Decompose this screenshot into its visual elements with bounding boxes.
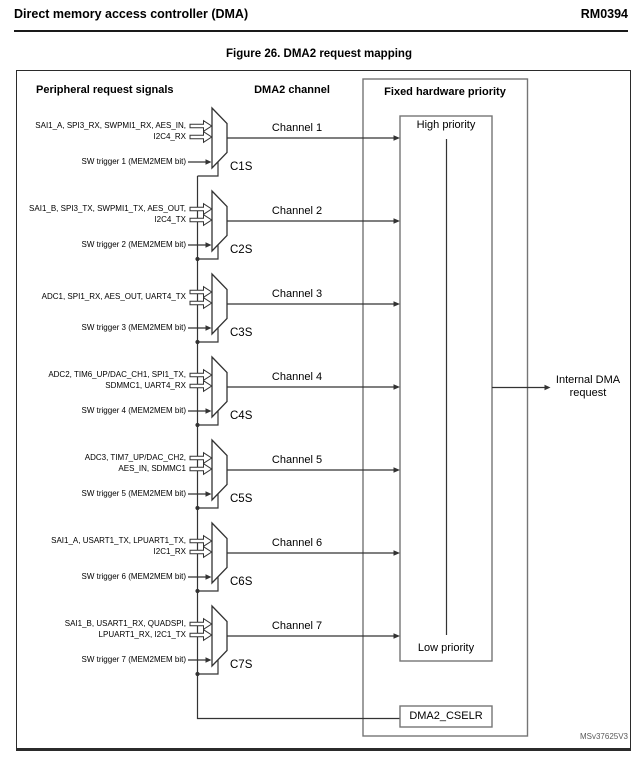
channel-3-mux	[212, 274, 227, 334]
channel-2-request-signals-line2: I2C4_TX	[154, 215, 186, 224]
channel-3-select-label: C3S	[230, 327, 253, 339]
page-title: Direct memory access controller (DMA)	[14, 7, 249, 21]
channel-6-mux	[212, 523, 227, 583]
channel-5-request-signals: ADC3, TIM7_UP/DAC_CH2,	[84, 453, 186, 462]
fixed-priority-outer-box	[363, 79, 528, 736]
channel-6-select-label: C6S	[230, 576, 253, 588]
channel-5-request-signals-line2: AES_IN, SDMMC1	[118, 464, 186, 473]
channel-1-request-arrows	[190, 121, 212, 143]
cselr-box-label: DMA2_CSELR	[409, 710, 483, 722]
channel-7-request-signals-line2: LPUART1_RX, I2C1_TX	[98, 630, 186, 639]
channel-7-request-signals: SAI1_B, USART1_RX, QUADSPI,	[64, 619, 186, 628]
channel-6-graphics	[188, 523, 400, 593]
channel-7-sw-trigger-label: SW trigger 7 (MEM2MEM bit)	[81, 655, 186, 664]
channel-3-sw-trigger-label: SW trigger 3 (MEM2MEM bit)	[81, 323, 186, 332]
internal-dma-request-line2: request	[569, 386, 607, 399]
internal-dma-request-label	[550, 374, 626, 399]
channel-3-graphics	[188, 274, 400, 344]
channel-1-sw-trigger-label: SW trigger 1 (MEM2MEM bit)	[81, 157, 186, 166]
channel-3-label: Channel 3	[271, 288, 323, 300]
internal-dma-request-line1: Internal DMA	[555, 374, 621, 386]
channel-3-request-signals: ADC1, SPI1_RX, AES_OUT, UART4_TX	[41, 292, 186, 301]
channel-7-request-arrows	[190, 619, 212, 641]
channel-4-sw-trigger-label: SW trigger 4 (MEM2MEM bit)	[81, 406, 186, 415]
channel-5-sw-trigger-label: SW trigger 5 (MEM2MEM bit)	[81, 489, 186, 498]
channel-5-request-arrows	[190, 453, 212, 475]
figure-watermark: MSv37625V3	[579, 732, 628, 741]
doc-number: RM0394	[580, 7, 628, 21]
column-header-peripheral-requests: Peripheral request signals	[36, 84, 174, 96]
channel-1-graphics	[188, 108, 400, 176]
cselr-select-bus	[198, 176, 401, 719]
channel-2-select-label: C2S	[230, 244, 253, 256]
channel-2-mux	[212, 191, 227, 251]
channel-3-request-arrows	[190, 287, 212, 309]
channel-2-request-signals: SAI1_B, SPI3_TX, SWPMI1_TX, AES_OUT,	[29, 204, 186, 213]
channel-7-mux	[212, 606, 227, 666]
channel-2-bus-junction-dot	[195, 257, 199, 261]
channel-4-graphics	[188, 357, 400, 427]
channel-6-sw-trigger-label: SW trigger 6 (MEM2MEM bit)	[81, 572, 186, 581]
channel-6-bus-junction-dot	[195, 589, 199, 593]
channel-5-label: Channel 5	[271, 454, 323, 466]
channel-4-request-signals-line2: SDMMC1, UART4_RX	[105, 381, 186, 390]
channel-4-request-signals: ADC2, TIM6_UP/DAC_CH1, SPI1_TX,	[48, 370, 186, 379]
channel-2-sw-trigger-label: SW trigger 2 (MEM2MEM bit)	[81, 240, 186, 249]
channel-7-graphics	[188, 606, 400, 676]
channel-5-graphics	[188, 440, 400, 510]
channel-5-select-label: C5S	[230, 493, 253, 505]
channel-4-request-arrows	[190, 370, 212, 392]
channel-1-mux	[212, 108, 227, 168]
channel-1-select-label: C1S	[230, 161, 253, 173]
channel-5-bus-junction-dot	[195, 506, 199, 510]
column-header-fixed-hardware-priority: Fixed hardware priority	[384, 86, 506, 98]
channel-4-select-label: C4S	[230, 410, 253, 422]
channel-1-request-signals: SAI1_A, SPI3_RX, SWPMI1_RX, AES_IN,	[35, 121, 186, 130]
channel-7-select-label: C7S	[230, 659, 253, 671]
channel-6-request-signals-line2: I2C1_RX	[153, 547, 186, 556]
channel-4-mux	[212, 357, 227, 417]
channel-7-label: Channel 7	[271, 620, 323, 632]
channel-2-request-arrows	[190, 204, 212, 226]
channel-4-bus-junction-dot	[195, 423, 199, 427]
channel-2-label: Channel 2	[271, 205, 323, 217]
channel-6-request-signals: SAI1_A, USART1_TX, LPUART1_TX,	[51, 536, 186, 545]
channel-5-mux	[212, 440, 227, 500]
channel-4-label: Channel 4	[271, 371, 323, 383]
channel-2-graphics	[188, 191, 400, 261]
channel-6-label: Channel 6	[271, 537, 323, 549]
channel-6-request-arrows	[190, 536, 212, 558]
column-header-dma2-channel: DMA2 channel	[254, 84, 330, 96]
high-priority-label: High priority	[416, 119, 476, 131]
figure-caption: Figure 26. DMA2 request mapping	[226, 48, 412, 60]
low-priority-label: Low priority	[417, 642, 475, 654]
channel-3-bus-junction-dot	[195, 340, 199, 344]
channel-1-label: Channel 1	[271, 122, 323, 134]
channel-7-bus-junction-dot	[195, 672, 199, 676]
channel-1-request-signals-line2: I2C4_RX	[153, 132, 186, 141]
